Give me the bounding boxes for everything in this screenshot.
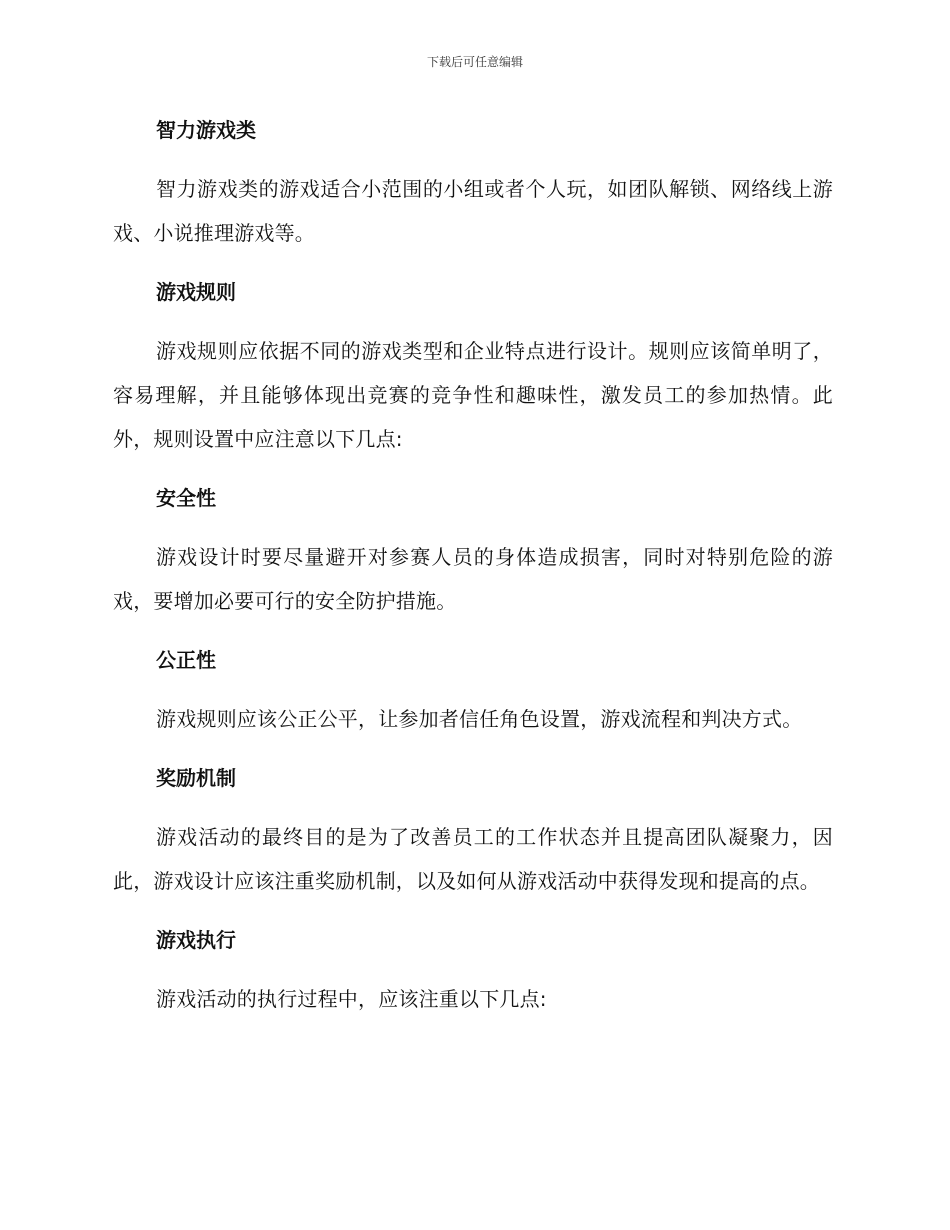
section-heading: 智力游戏类 xyxy=(156,118,256,142)
section-heading: 公正性 xyxy=(156,648,216,672)
section-paragraph: 游戏设计时要尽量避开对参赛人员的身体造成损害，同时对特别危险的游戏，要增加必要可行的安全防护措施。 xyxy=(113,545,833,613)
section-paragraph: 游戏规则应该公正公平，让参加者信任角色设置，游戏流程和判决方式。 xyxy=(156,707,803,731)
section-heading: 游戏执行 xyxy=(156,928,236,952)
section-heading: 奖励机制 xyxy=(156,766,236,790)
section-paragraph: 智力游戏类的游戏适合小范围的小组或者个人玩，如团队解锁、网络线上游戏、小说推理游戏等。 xyxy=(113,177,833,245)
section-paragraph: 游戏规则应依据不同的游戏类型和企业特点进行设计。规则应该简单明了，容易理解，并且能够体现出竞赛的竞争性和趣味性，激发员工的参加热情。此外，规则设置中应注意以下几点: xyxy=(113,339,833,451)
document-body xyxy=(113,108,833,1036)
section-paragraph: 游戏活动的最终目的是为了改善员工的工作状态并且提高团队凝聚力，因此，游戏设计应该注重奖励机制，以及如何从游戏活动中获得发现和提高的点。 xyxy=(113,825,833,893)
section-heading: 安全性 xyxy=(156,486,216,510)
section-heading: 游戏规则 xyxy=(156,280,236,304)
page-header: 下载后可任意编辑 xyxy=(426,55,523,69)
section-paragraph: 游戏活动的执行过程中，应该注重以下几点: xyxy=(156,987,547,1011)
